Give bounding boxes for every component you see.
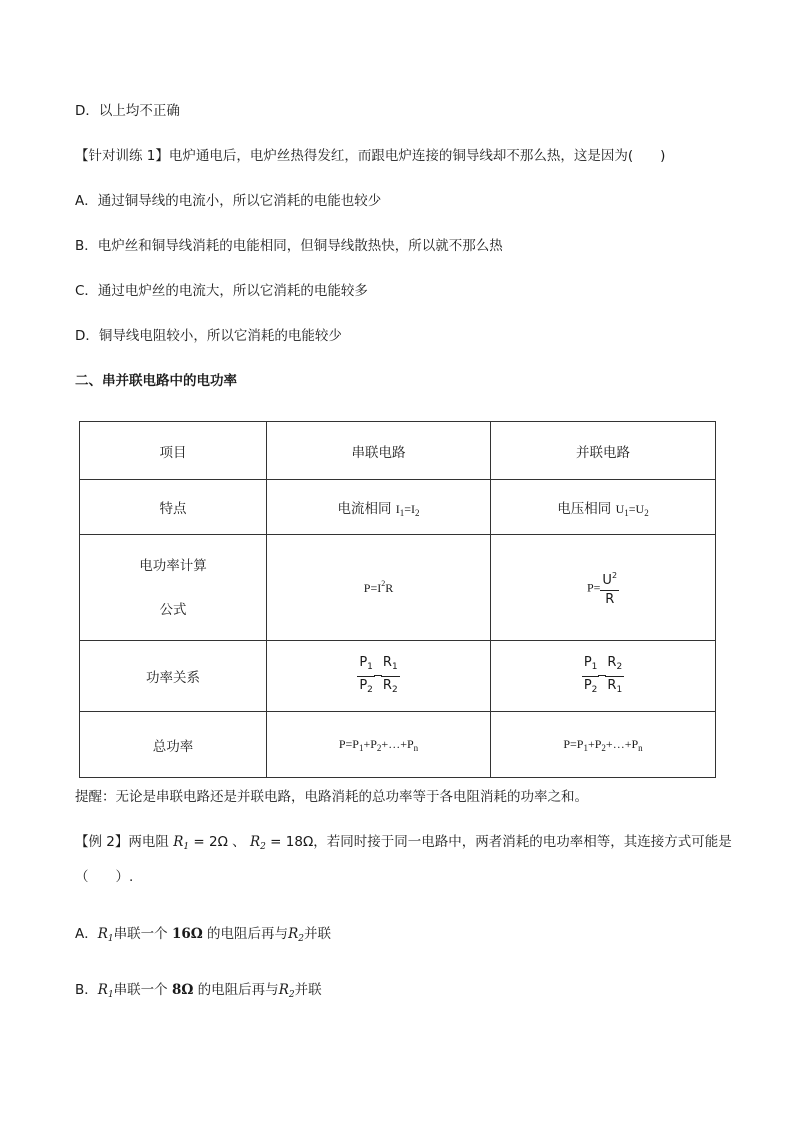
relation-series-expr: $\frac{P_1}{P_2}$ $\frac{R_1}{R_2}$ <box>359 655 398 695</box>
relation-series <box>267 641 491 712</box>
table-row-feature <box>80 480 716 535</box>
formula-label-line2: 公式 <box>159 601 187 618</box>
feature-series <box>267 480 491 535</box>
formula-parallel-fraction: $\frac{U^2}{R}$ <box>600 568 619 608</box>
formula-series-expr: $P=I^2R$ <box>363 579 394 595</box>
relation-parallel-expr: $\frac{P_1}{P_2}$ $\frac{R_2}{R_1}$ <box>583 655 623 695</box>
feature-parallel-formula: $U_1=U_2$ <box>615 501 649 518</box>
exercise-question: 【针对训练 1】电炉通电后，电炉丝热得发红，而跟电炉连接的铜导线却不那么热，这是因为( ) <box>75 148 666 164</box>
total-label: 总功率 <box>80 712 267 778</box>
formula-parallel <box>491 535 716 641</box>
feature-parallel-text: 电压相同 <box>557 500 616 517</box>
total-parallel-expr: $P=P_1+P_2+\dots+P_n$ <box>563 737 643 753</box>
feature-label: 特点 <box>80 480 267 535</box>
table-row-relation <box>80 641 716 712</box>
formula-label-line1: 电功率计算 <box>139 557 207 574</box>
feature-series-formula: $I_1=I_2$ <box>395 501 420 518</box>
exercise-option-d: D．铜导线电阻较小，所以它消耗的电能较少 <box>75 328 342 344</box>
relation-parallel <box>491 641 716 712</box>
option-d-prev: D．以上均不正确 <box>75 103 180 119</box>
example2-option-b: B．$R_1$串联一个 8Ω 的电阻后再与$R_2$并联 <box>75 982 322 1000</box>
example2-question: 【例 2】两电阻 $R_1 = 2\Omega$ 、 $R_2 = 18\Omega$，若同时接于同一电路中，两者消耗的电功率相等，其连接方式可能是 <box>75 834 732 852</box>
exercise-option-a: A．通过铜导线的电流小，所以它消耗的电能也较少 <box>75 193 382 209</box>
header-parallel: 并联电路 <box>491 422 716 480</box>
table-row-formula <box>80 535 716 641</box>
table-row-total <box>80 712 716 778</box>
example2-blank: （ ）. <box>75 869 134 885</box>
total-series-expr: $P=P_1+P_2+\dots+P_n$ <box>338 737 419 753</box>
total-series <box>267 712 491 778</box>
exercise-option-c: C．通过电炉丝的电流大，所以它消耗的电能较多 <box>75 283 368 299</box>
example2-option-a: A．$R_1$串联一个 16Ω 的电阻后再与$R_2$并联 <box>75 926 331 944</box>
feature-parallel <box>491 480 716 535</box>
power-table <box>79 421 716 778</box>
table-header-row <box>80 422 716 480</box>
formula-label <box>80 535 267 641</box>
header-series: 串联电路 <box>267 422 491 480</box>
section-title: 二、串并联电路中的电功率 <box>75 373 237 389</box>
formula-series <box>267 535 491 641</box>
reminder-text: 提醒：无论是串联电路还是并联电路，电路消耗的总功率等于各电阻消耗的功率之和。 <box>75 789 588 805</box>
formula-parallel-prefix: P= <box>586 580 601 594</box>
exercise-option-b: B．电炉丝和铜导线消耗的电能相同，但铜导线散热快，所以就不那么热 <box>75 238 503 254</box>
feature-series-text: 电流相同 <box>337 500 396 517</box>
total-parallel <box>491 712 716 778</box>
header-item: 项目 <box>80 422 267 480</box>
relation-label: 功率关系 <box>80 641 267 712</box>
